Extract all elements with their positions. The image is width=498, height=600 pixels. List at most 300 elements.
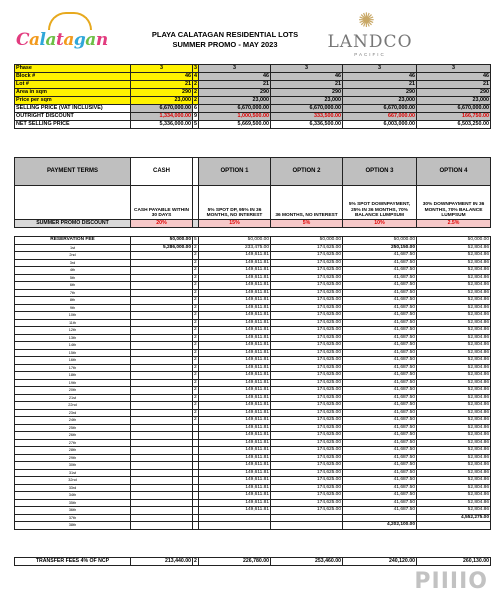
reservation-fee-row <box>15 237 491 245</box>
summary-cell-cash: 6,670,000.00 <box>131 105 193 113</box>
installment-label: 36th <box>15 507 131 515</box>
summary-cell-cash: 5,336,000.00 <box>131 121 193 129</box>
summary-cell-o1: 5,669,500.00 <box>199 121 271 129</box>
promo-discount-option-4: 2.5% <box>417 220 491 228</box>
installment-row <box>15 492 491 500</box>
installment-cell-o4: 52,804.86 <box>417 267 491 275</box>
payment-terms-label: PAYMENT TERMS <box>15 158 131 186</box>
landco-logo <box>316 6 422 62</box>
installment-cell-o2: 174,625.00 <box>271 319 343 327</box>
installment-cell-o2: 174,625.00 <box>271 297 343 305</box>
installment-cell-n: 2 <box>194 312 197 317</box>
installment-cell-n: 2 <box>194 267 197 272</box>
installment-cell-o2: 174,625.00 <box>271 394 343 402</box>
payment-schedule-table <box>14 236 491 530</box>
summary-cell-o2: 6,336,500.00 <box>271 121 343 129</box>
installment-label: 18th <box>15 372 131 380</box>
installment-cell-o3: 41,687.50 <box>343 349 417 357</box>
installment-cell-cash <box>131 447 193 455</box>
installment-cell-o2: 174,625.00 <box>271 252 343 260</box>
installment-cell-o4 <box>417 522 491 530</box>
installment-cell-cash <box>131 357 193 365</box>
installment-cell-cash <box>131 387 193 395</box>
installment-cell-n: 2 <box>194 387 197 392</box>
installment-cell-cash <box>131 364 193 372</box>
installment-cell-n: 2 <box>194 417 197 422</box>
installment-cell-o4: 52,804.86 <box>417 334 491 342</box>
installment-cell-n: 2 <box>194 327 197 332</box>
installment-cell-o3: 41,687.50 <box>343 447 417 455</box>
installment-cell-o1: 149,611.81 <box>199 499 271 507</box>
transfer-fees-option-1: 226,780.00 <box>199 558 271 566</box>
summary-row-label: Phase <box>15 65 131 73</box>
installment-label: 9th <box>15 304 131 312</box>
summary-cell-o3: 667,000.00 <box>343 113 417 121</box>
installment-cell-n: 2 <box>194 319 197 325</box>
installment-cell-o3: 41,687.50 <box>343 342 417 350</box>
summary-cell-n: 9 <box>194 113 197 119</box>
installment-row <box>15 297 491 305</box>
installment-cell-o4: 52,804.86 <box>417 259 491 267</box>
installment-cell-n: 2 <box>194 289 197 295</box>
installment-cell-o4: 52,804.86 <box>417 379 491 387</box>
installment-label: 4th <box>15 267 131 275</box>
installment-label: 5th <box>15 274 131 282</box>
installment-cell-o1: 149,611.81 <box>199 417 271 425</box>
installment-label: 38th <box>15 522 131 530</box>
installment-cell-o1: 149,611.81 <box>199 282 271 290</box>
installment-row <box>15 342 491 350</box>
installment-cell-o3: 41,687.50 <box>343 267 417 275</box>
installment-cell-o4: 52,804.86 <box>417 244 491 252</box>
summary-cell-n: 4 <box>194 73 197 79</box>
installment-cell-o2: 174,625.00 <box>271 387 343 395</box>
installment-cell-o3: 41,687.50 <box>343 402 417 410</box>
installment-cell-o2: 174,625.00 <box>271 274 343 282</box>
payment-terms-description-row <box>15 186 491 220</box>
installment-cell-cash <box>131 349 193 357</box>
installment-cell-o4: 52,804.86 <box>417 499 491 507</box>
installment-cell-o1: 149,611.81 <box>199 439 271 447</box>
installment-cell-o2: 174,625.00 <box>271 477 343 485</box>
installment-cell-o2: 174,625.00 <box>271 312 343 320</box>
installment-cell-o1: 50,000.00 <box>199 237 271 245</box>
installment-cell-o3: 41,687.50 <box>343 289 417 297</box>
installment-label: 1st <box>15 244 131 252</box>
cash-description: CASH PAYABLE WITHIN 30 DAYS <box>131 186 193 220</box>
installment-cell-o1: 149,611.81 <box>199 454 271 462</box>
installment-cell-cash: 5,286,000.00 <box>131 244 193 252</box>
installment-label: 27th <box>15 439 131 447</box>
summary-cell-o2: 3 <box>271 65 343 73</box>
installment-cell-o1: 149,611.81 <box>199 507 271 515</box>
installment-label: 26th <box>15 432 131 440</box>
installment-cell-o2: 174,625.00 <box>271 417 343 425</box>
installment-cell-o2: 174,625.00 <box>271 357 343 365</box>
installment-row <box>15 244 491 252</box>
installment-cell-o4: 52,804.86 <box>417 439 491 447</box>
promo-discount-label: SUMMER PROMO DISCOUNT <box>15 220 131 228</box>
installment-row <box>15 417 491 425</box>
summary-cell-o1: 23,000 <box>199 97 271 105</box>
summary-cell-o3: 6,003,000.00 <box>343 121 417 129</box>
installment-cell-o3: 41,687.50 <box>343 297 417 305</box>
installment-label: 24th <box>15 417 131 425</box>
document-title <box>145 30 305 50</box>
installment-cell-cash <box>131 417 193 425</box>
installment-cell-o3: 41,687.50 <box>343 312 417 320</box>
installment-cell-cash <box>131 304 193 312</box>
installment-cell-n: 2 <box>194 282 197 287</box>
title-line-2: SUMMER PROMO - MAY 2023 <box>172 40 278 49</box>
installment-cell-cash <box>131 477 193 485</box>
installment-row <box>15 409 491 417</box>
installment-cell-o4: 52,804.86 <box>417 402 491 410</box>
installment-cell-o3: 50,000.00 <box>343 237 417 245</box>
installment-cell-o1: 149,611.81 <box>199 462 271 470</box>
installment-cell-cash <box>131 252 193 260</box>
summary-cell-o4: 23,000 <box>417 97 491 105</box>
installment-cell-n: 2 <box>194 342 197 347</box>
calatagan-logo-text: Calatagan <box>16 30 108 50</box>
installment-label: 33rd <box>15 484 131 492</box>
installment-cell-o1: 149,611.81 <box>199 477 271 485</box>
installment-row <box>15 312 491 320</box>
installment-cell-o4: 52,804.86 <box>417 432 491 440</box>
transfer-fees-table <box>14 557 491 566</box>
installment-cell-o1: 149,611.81 <box>199 387 271 395</box>
installment-cell-cash <box>131 454 193 462</box>
summary-cell-cash: 21 <box>131 81 193 89</box>
installment-row <box>15 252 491 260</box>
installment-cell-o2 <box>271 522 343 530</box>
summary-cell-o1: 1,000,500.00 <box>199 113 271 121</box>
summary-row-label: NET SELLING PRICE <box>15 121 131 129</box>
installment-row <box>15 334 491 342</box>
cash-column-header: CASH <box>131 158 193 186</box>
installment-cell-cash <box>131 507 193 515</box>
installment-label: 21st <box>15 394 131 402</box>
installment-cell-o2: 174,625.00 <box>271 499 343 507</box>
summary-row-label: Price per sqm <box>15 97 131 105</box>
summary-cell-n: 2 <box>194 81 197 87</box>
installment-cell-o3: 4,202,100.00 <box>343 522 417 530</box>
installment-cell-o2: 174,625.00 <box>271 507 343 515</box>
installment-row <box>15 439 491 447</box>
installment-cell-o1: 149,611.81 <box>199 357 271 365</box>
installment-cell-cash <box>131 327 193 335</box>
installment-row <box>15 304 491 312</box>
installment-row <box>15 394 491 402</box>
installment-cell-o1: 149,611.81 <box>199 304 271 312</box>
summary-table <box>14 64 491 129</box>
installment-cell-o2: 174,625.00 <box>271 304 343 312</box>
summary-cell-o2: 6,670,000.00 <box>271 105 343 113</box>
installment-cell-o1: 149,611.81 <box>199 372 271 380</box>
installment-cell-o2: 174,625.00 <box>271 492 343 500</box>
installment-cell-o3: 250,150.00 <box>343 244 417 252</box>
summary-row <box>15 105 491 113</box>
installment-cell-cash <box>131 439 193 447</box>
installment-label: 16th <box>15 357 131 365</box>
installment-cell-o2: 174,625.00 <box>271 259 343 267</box>
installment-cell-o1: 149,611.81 <box>199 402 271 410</box>
installment-cell-o3: 41,687.50 <box>343 252 417 260</box>
installment-cell-o4: 4,552,275.00 <box>417 514 491 522</box>
installment-cell-o3: 41,687.50 <box>343 439 417 447</box>
installment-label: 20th <box>15 387 131 395</box>
landco-logo-subtext: PACIFIC <box>354 52 386 57</box>
transfer-fees-row <box>15 558 491 566</box>
installment-cell-n: 2 <box>194 379 197 385</box>
installment-cell-o4: 52,804.86 <box>417 424 491 432</box>
installment-row <box>15 499 491 507</box>
installment-cell-o1: 149,611.81 <box>199 432 271 440</box>
installment-cell-cash <box>131 289 193 297</box>
summary-cell-o1: 46 <box>199 73 271 81</box>
option-2-header: OPTION 2 <box>271 158 343 186</box>
installment-label: 30th <box>15 462 131 470</box>
installment-cell-cash <box>131 522 193 530</box>
installment-cell-o1: 149,611.81 <box>199 252 271 260</box>
summary-cell-o2: 21 <box>271 81 343 89</box>
installment-cell-o2: 174,625.00 <box>271 439 343 447</box>
installment-cell-o4: 52,804.86 <box>417 327 491 335</box>
installment-row <box>15 379 491 387</box>
installment-row <box>15 484 491 492</box>
installment-cell-o4: 52,804.86 <box>417 447 491 455</box>
transfer-fees-cash: 213,440.00 <box>131 558 193 566</box>
installment-cell-o2: 174,625.00 <box>271 447 343 455</box>
installment-cell-o2: 50,000.00 <box>271 237 343 245</box>
installment-cell-o2: 174,625.00 <box>271 469 343 477</box>
installment-cell-o3: 41,687.50 <box>343 499 417 507</box>
installment-cell-cash <box>131 297 193 305</box>
summary-row-label: SELLING PRICE (VAT INCLUSIVE) <box>15 105 131 113</box>
installment-cell-cash <box>131 267 193 275</box>
summary-cell-o4: 6,670,000.00 <box>417 105 491 113</box>
installment-cell-o2: 174,625.00 <box>271 267 343 275</box>
summary-cell-o4: 3 <box>417 65 491 73</box>
installment-cell-cash: 50,000.00 <box>131 237 193 245</box>
installment-label: 6th <box>15 282 131 290</box>
installment-cell-o2: 174,625.00 <box>271 244 343 252</box>
installment-cell-o4: 52,804.86 <box>417 507 491 515</box>
installment-cell-o3: 41,687.50 <box>343 454 417 462</box>
installment-row <box>15 274 491 282</box>
installment-cell-n: 2 <box>194 259 197 265</box>
installment-cell-cash <box>131 379 193 387</box>
installment-cell-o3: 41,687.50 <box>343 507 417 515</box>
installment-row <box>15 387 491 395</box>
installment-cell-o4: 52,804.86 <box>417 387 491 395</box>
installment-row <box>15 267 491 275</box>
installment-cell-o2: 174,625.00 <box>271 409 343 417</box>
installment-row <box>15 402 491 410</box>
installment-cell-o3: 41,687.50 <box>343 417 417 425</box>
summary-cell-o3: 46 <box>343 73 417 81</box>
installment-cell-o2: 174,625.00 <box>271 379 343 387</box>
installment-cell-cash <box>131 492 193 500</box>
installment-cell-o2: 174,625.00 <box>271 402 343 410</box>
installment-cell-n: 5 <box>194 237 197 242</box>
installment-cell-o3: 41,687.50 <box>343 274 417 282</box>
installment-label: RESERVATION FEE <box>15 237 131 245</box>
installment-cell-o1: 149,611.81 <box>199 342 271 350</box>
summary-cell-cash: 290 <box>131 89 193 97</box>
installment-cell-o2: 174,625.00 <box>271 372 343 380</box>
installment-label: 7th <box>15 289 131 297</box>
installment-cell-o1 <box>199 514 271 522</box>
installment-cell-o4: 52,804.86 <box>417 454 491 462</box>
installment-cell-o4: 52,804.86 <box>417 342 491 350</box>
installment-label: 8th <box>15 297 131 305</box>
summary-cell-o4: 166,750.00 <box>417 113 491 121</box>
summary-cell-o4: 6,503,250.00 <box>417 121 491 129</box>
promo-discount-option-3: 10% <box>343 220 417 228</box>
installment-cell-o3: 41,687.50 <box>343 492 417 500</box>
installment-cell-o3: 41,687.50 <box>343 477 417 485</box>
installment-cell-o1: 149,611.81 <box>199 424 271 432</box>
transfer-fees-narrow: 2 <box>194 558 197 565</box>
installment-cell-o4: 52,804.86 <box>417 462 491 470</box>
installment-cell-o2: 174,625.00 <box>271 424 343 432</box>
installment-cell-o2: 174,625.00 <box>271 282 343 290</box>
installment-label: 28th <box>15 447 131 455</box>
installment-row <box>15 469 491 477</box>
summary-cell-o3: 21 <box>343 81 417 89</box>
summary-cell-cash: 1,334,000.00 <box>131 113 193 121</box>
installment-cell-cash <box>131 469 193 477</box>
installment-cell-o3: 41,687.50 <box>343 282 417 290</box>
installment-cell-cash <box>131 342 193 350</box>
installment-row <box>15 462 491 470</box>
calatagan-logo <box>14 14 124 54</box>
installment-row <box>15 357 491 365</box>
installment-label: 22nd <box>15 402 131 410</box>
installment-cell-cash <box>131 499 193 507</box>
installment-label: 11th <box>15 319 131 327</box>
installment-cell-n: 2 <box>194 364 197 370</box>
installment-row <box>15 432 491 440</box>
installment-row <box>15 522 491 530</box>
installment-cell-o4: 52,804.86 <box>417 349 491 357</box>
promo-discount-cash: 20% <box>131 220 193 228</box>
installment-cell-o1: 149,611.81 <box>199 447 271 455</box>
sunburst-icon: ✺ <box>358 10 375 32</box>
summary-row <box>15 89 491 97</box>
option-4-description: 30% DOWNPAYMENT IN 36 MONTHS, 70% BALANCE LUMPSUM <box>417 186 491 220</box>
installment-label: 31st <box>15 469 131 477</box>
installment-cell-n: 2 <box>194 244 197 250</box>
summary-cell-o3: 3 <box>343 65 417 73</box>
installment-cell-o1: 149,611.81 <box>199 297 271 305</box>
sun-icon <box>48 12 92 30</box>
summary-cell-n: 2 <box>194 97 197 103</box>
installment-label: 15th <box>15 349 131 357</box>
installment-cell-o3: 41,687.50 <box>343 327 417 335</box>
installment-label: 19th <box>15 379 131 387</box>
installment-cell-o4: 52,804.86 <box>417 282 491 290</box>
summary-row-label: Area in sqm <box>15 89 131 97</box>
installment-cell-o1: 149,611.81 <box>199 259 271 267</box>
installment-cell-cash <box>131 432 193 440</box>
installment-cell-cash <box>131 259 193 267</box>
installment-cell-o3: 41,687.50 <box>343 409 417 417</box>
installment-cell-o3: 41,687.50 <box>343 424 417 432</box>
summary-row <box>15 65 491 73</box>
installment-cell-n: 2 <box>194 274 197 280</box>
installment-cell-o1: 233,475.00 <box>199 244 271 252</box>
installment-cell-o1: 149,611.81 <box>199 484 271 492</box>
installment-cell-cash <box>131 462 193 470</box>
installment-cell-o4: 52,804.86 <box>417 297 491 305</box>
installment-cell-o2: 174,625.00 <box>271 454 343 462</box>
installment-cell-o4: 52,804.86 <box>417 312 491 320</box>
installment-row <box>15 372 491 380</box>
installment-cell-o1: 149,611.81 <box>199 492 271 500</box>
summary-row-label: Block # <box>15 73 131 81</box>
installment-cell-o3: 41,687.50 <box>343 387 417 395</box>
installment-cell-cash <box>131 409 193 417</box>
watermark: PIIIIO <box>414 569 488 594</box>
option-2-description: 36 MONTHS, NO INTEREST <box>271 186 343 220</box>
installment-cell-n: 2 <box>194 409 197 415</box>
summary-row <box>15 113 491 121</box>
option-1-description: 5% SPOT DP, 95% IN 36 MONTHS, NO INTEREST <box>199 186 271 220</box>
installment-cell-o3: 41,687.50 <box>343 372 417 380</box>
installment-cell-cash <box>131 402 193 410</box>
installment-cell-o4: 52,804.86 <box>417 252 491 260</box>
transfer-fees-option-3: 240,120.00 <box>343 558 417 566</box>
installment-cell-o3: 41,687.50 <box>343 304 417 312</box>
summary-cell-cash: 3 <box>131 65 193 73</box>
installment-cell-o4: 52,804.86 <box>417 484 491 492</box>
installment-cell-o2: 174,625.00 <box>271 327 343 335</box>
summary-cell-o2: 333,500.00 <box>271 113 343 121</box>
installment-cell-n: 2 <box>194 349 197 355</box>
summary-cell-o3: 6,670,000.00 <box>343 105 417 113</box>
installment-row <box>15 259 491 267</box>
installment-cell-o2: 174,625.00 <box>271 484 343 492</box>
installment-row <box>15 327 491 335</box>
installment-row <box>15 289 491 297</box>
summary-cell-cash: 23,000 <box>131 97 193 105</box>
description-label-cell <box>15 186 131 220</box>
transfer-fees-option-2: 253,460.00 <box>271 558 343 566</box>
installment-cell-o1: 149,611.81 <box>199 349 271 357</box>
installment-cell-cash <box>131 514 193 522</box>
installment-cell-cash <box>131 394 193 402</box>
promo-discount-option-2: 5% <box>271 220 343 228</box>
installment-cell-n: 2 <box>194 357 197 362</box>
installment-cell-o3: 41,687.50 <box>343 259 417 267</box>
installment-cell-o4: 52,804.86 <box>417 372 491 380</box>
installment-cell-o4: 52,804.86 <box>417 319 491 327</box>
summary-row <box>15 73 491 81</box>
transfer-fees-option-4: 260,130.00 <box>417 558 491 566</box>
installment-row <box>15 454 491 462</box>
installment-row <box>15 282 491 290</box>
installment-cell-o4: 52,804.86 <box>417 417 491 425</box>
installment-label: 10th <box>15 312 131 320</box>
installment-cell-o1: 149,611.81 <box>199 394 271 402</box>
installment-cell-o1: 149,611.81 <box>199 312 271 320</box>
installment-cell-o1: 149,611.81 <box>199 334 271 342</box>
installment-cell-o3: 41,687.50 <box>343 462 417 470</box>
installment-cell-n: 2 <box>194 252 197 257</box>
installment-cell-o2: 174,625.00 <box>271 342 343 350</box>
